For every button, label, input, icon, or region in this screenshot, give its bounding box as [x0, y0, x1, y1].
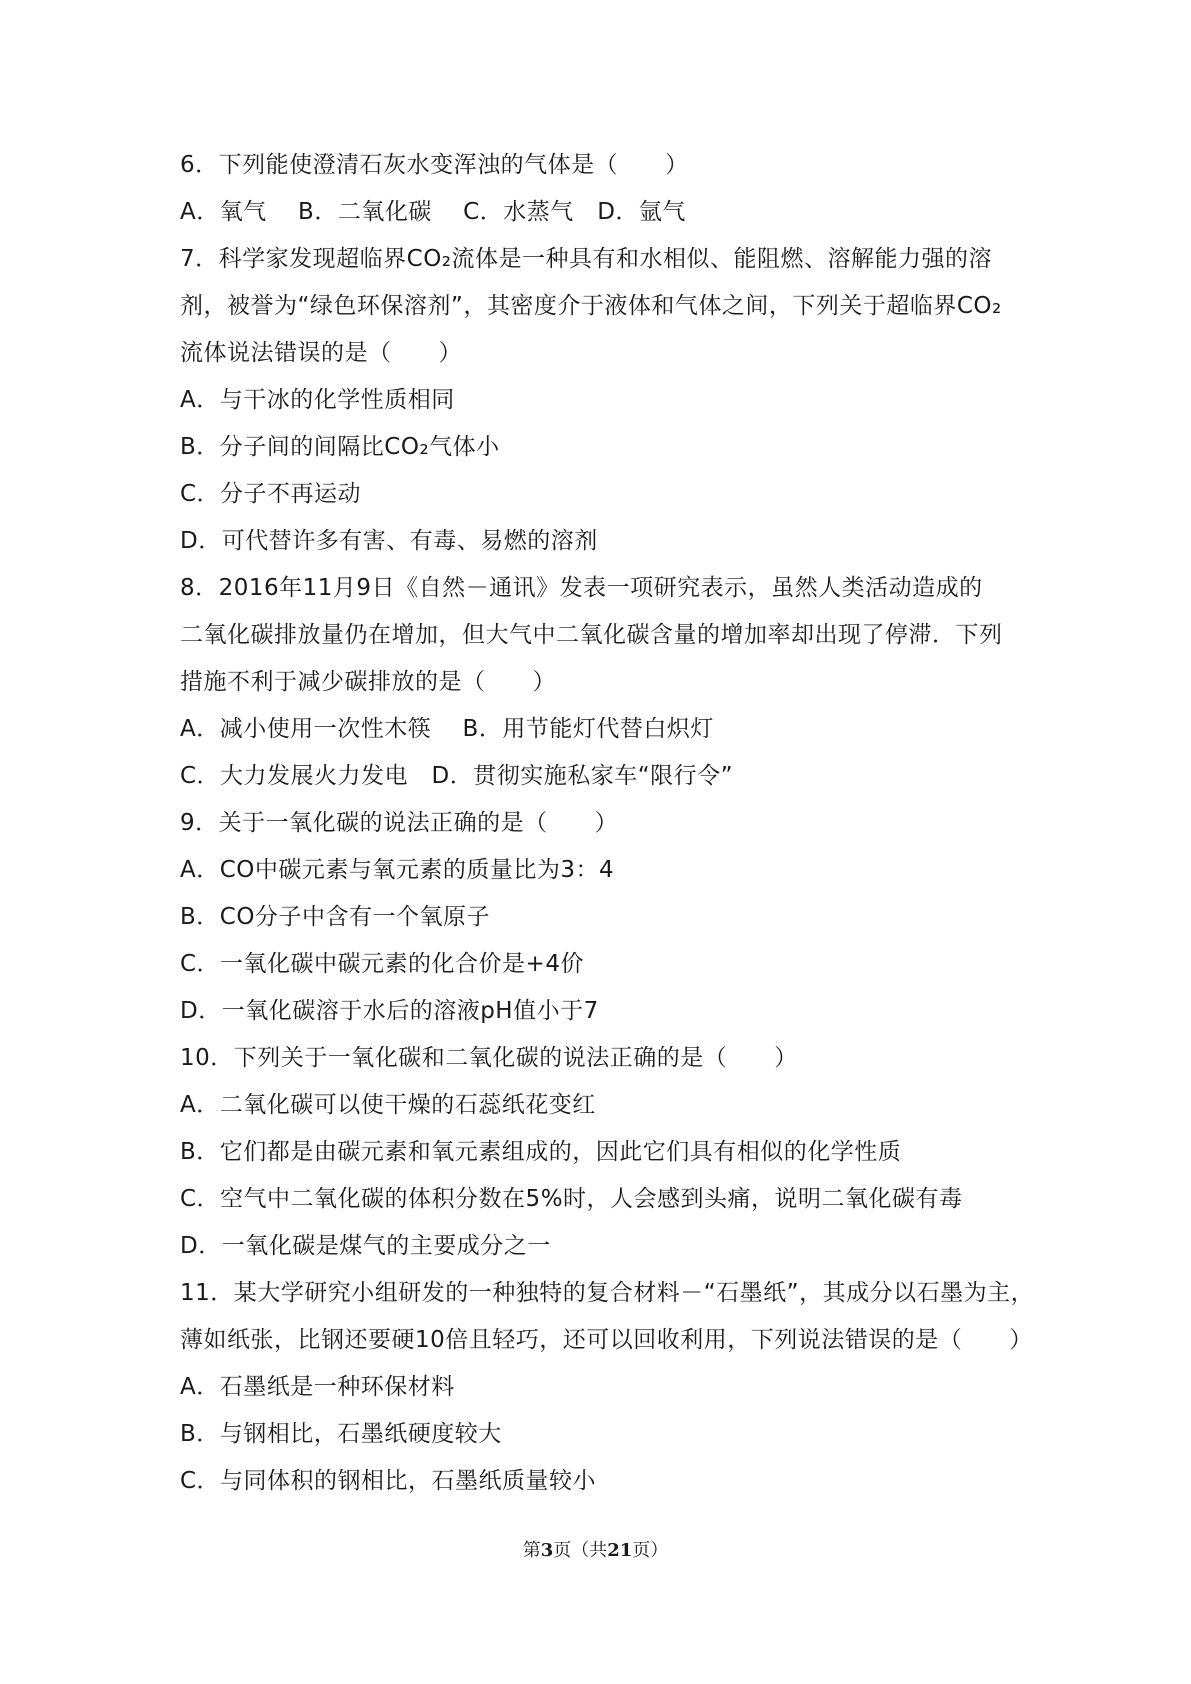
question-11-stem-line-2: 薄如纸张，比钢还要硬10倍且轻巧，还可以回收利用，下列说法错误的是（ ）: [180, 1327, 1033, 1353]
question-7-stem-line-3: 流体说法错误的是（ ）: [180, 340, 462, 366]
question-8-stem-line-3: 措施不利于减少碳排放的是（ ）: [180, 669, 556, 695]
footer-total-pages: 21: [607, 1540, 633, 1561]
page-footer: [0, 1536, 1191, 1562]
question-9-option-d: D．一氧化碳溶于水后的溶液pH值小于7: [180, 998, 599, 1024]
footer-prefix: 第: [522, 1540, 541, 1561]
question-9-option-c: C．一氧化碳中碳元素的化合价是+4价: [180, 951, 584, 977]
question-8-options-ab: A．减小使用一次性木筷 B．用节能灯代替白炽灯: [180, 716, 714, 742]
question-7-stem-line-2: 剂，被誉为“绿色环保溶剂”，其密度介于液体和气体之间，下列关于超临界CO₂: [180, 293, 1002, 319]
question-7-stem-line-1: 7．科学家发现超临界CO₂流体是一种具有和水相似、能阻燃、溶解能力强的溶: [180, 246, 993, 272]
question-7-option-c: C．分子不再运动: [180, 481, 362, 507]
question-11-stem-line-1: 11．某大学研究小组研发的一种独特的复合材料－“石墨纸”，其成分以石墨为主，: [180, 1280, 1035, 1306]
footer-middle: 页（共: [553, 1540, 608, 1561]
question-8-options-cd: C．大力发展火力发电 D．贯彻实施私家车“限行令”: [180, 763, 734, 789]
question-9-option-b: B．CO分子中含有一个氧原子: [180, 904, 490, 930]
question-10-option-b: B．它们都是由碳元素和氧元素组成的，因此它们具有相似的化学性质: [180, 1139, 902, 1165]
question-6-options: A．氧气 B．二氧化碳 C．水蒸气 D．氩气: [180, 199, 686, 225]
question-7-option-a: A．与干冰的化学性质相同: [180, 387, 455, 413]
footer-suffix: 页）: [632, 1540, 669, 1561]
question-6-stem: 6．下列能使澄清石灰水变浑浊的气体是（ ）: [180, 152, 689, 178]
footer-page-number: 3: [540, 1540, 554, 1561]
question-11-option-a: A．石墨纸是一种环保材料: [180, 1374, 455, 1400]
question-content: [180, 142, 1035, 1505]
question-11-option-c: C．与同体积的钢相比，石墨纸质量较小: [180, 1468, 597, 1494]
question-10-option-a: A．二氧化碳可以使干燥的石蕊纸花变红: [180, 1092, 596, 1118]
question-10-option-d: D．一氧化碳是煤气的主要成分之一: [180, 1233, 551, 1259]
question-7-option-b: B．分子间的间隔比CO₂气体小: [180, 434, 500, 460]
question-11-option-b: B．与钢相比，石墨纸硬度较大: [180, 1421, 502, 1447]
question-9-stem: 9．关于一氧化碳的说法正确的是（ ）: [180, 810, 619, 836]
question-9-option-a: A．CO中碳元素与氧元素的质量比为3：4: [180, 857, 615, 883]
question-10-stem: 10．下列关于一氧化碳和二氧化碳的说法正确的是（ ）: [180, 1045, 798, 1071]
question-7-option-d: D．可代替许多有害、有毒、易燃的溶剂: [180, 528, 598, 554]
question-8-stem-line-2: 二氧化碳排放量仍在增加，但大气中二氧化碳含量的增加率却出现了停滞．下列: [180, 622, 1003, 648]
question-8-stem-line-1: 8．2016年11月9日《自然－通讯》发表一项研究表示，虽然人类活动造成的: [180, 575, 983, 601]
question-10-option-c: C．空气中二氧化碳的体积分数在5%时，人会感到头痛，说明二氧化碳有毒: [180, 1186, 963, 1212]
